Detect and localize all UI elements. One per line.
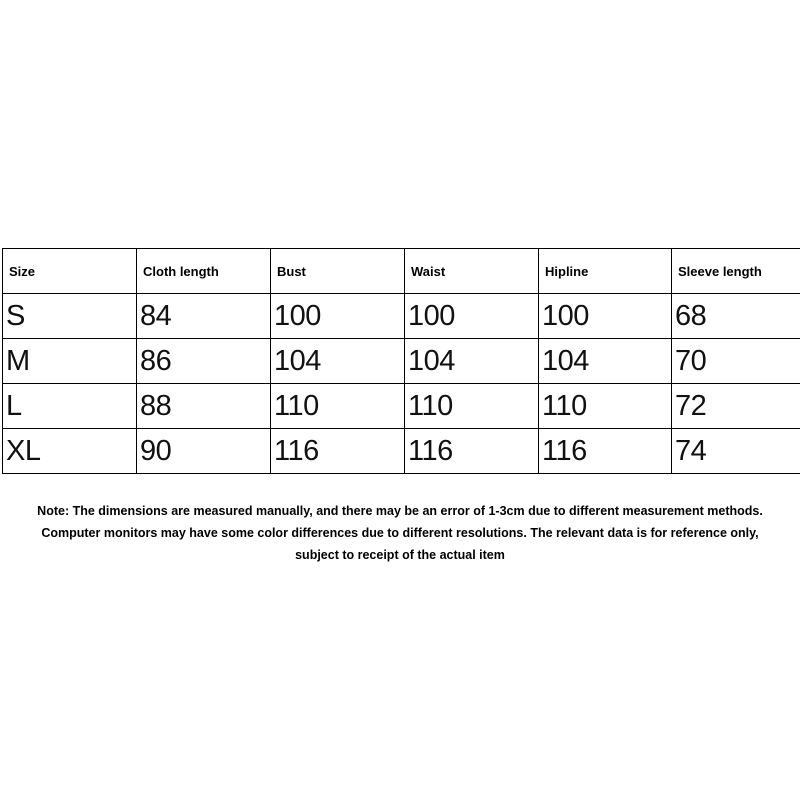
cell-hipline: 100: [539, 294, 672, 339]
cell-waist: 100: [405, 294, 539, 339]
cell-waist: 110: [405, 384, 539, 429]
header-sleeve-length: Sleeve length: [672, 249, 800, 294]
table-row: [3, 339, 800, 384]
cell-hipline: 104: [539, 339, 672, 384]
cell-cloth-length: 86: [137, 339, 271, 384]
cell-sleeve-length: 68: [672, 294, 800, 339]
cell-size: XL: [3, 429, 137, 474]
cell-waist: 116: [405, 429, 539, 474]
cell-hipline: 116: [539, 429, 672, 474]
cell-waist: 104: [405, 339, 539, 384]
header-bust: Bust: [271, 249, 405, 294]
note-line: Computer monitors may have some color differences due to different resolutions. The relevant data is for reference only,: [41, 526, 759, 540]
cell-bust: 100: [271, 294, 405, 339]
table-row: [3, 294, 800, 339]
cell-size: M: [3, 339, 137, 384]
cell-size: S: [3, 294, 137, 339]
note-line: subject to receipt of the actual item: [295, 548, 505, 562]
cell-sleeve-length: 70: [672, 339, 800, 384]
cell-cloth-length: 84: [137, 294, 271, 339]
header-size: Size: [3, 249, 137, 294]
cell-cloth-length: 90: [137, 429, 271, 474]
cell-bust: 110: [271, 384, 405, 429]
note-line: Note: The dimensions are measured manually, and there may be an error of 1-3cm due to different measurement methods.: [37, 504, 763, 518]
cell-hipline: 110: [539, 384, 672, 429]
cell-bust: 116: [271, 429, 405, 474]
cell-sleeve-length: 74: [672, 429, 800, 474]
measurement-note: [0, 500, 800, 566]
table-row: [3, 429, 800, 474]
header-waist: Waist: [405, 249, 539, 294]
cell-sleeve-length: 72: [672, 384, 800, 429]
cell-cloth-length: 88: [137, 384, 271, 429]
cell-size: L: [3, 384, 137, 429]
cell-bust: 104: [271, 339, 405, 384]
header-cloth-length: Cloth length: [137, 249, 271, 294]
table-header-row: [3, 249, 800, 294]
table-row: [3, 384, 800, 429]
header-hipline: Hipline: [539, 249, 672, 294]
size-chart-table: [2, 248, 800, 474]
